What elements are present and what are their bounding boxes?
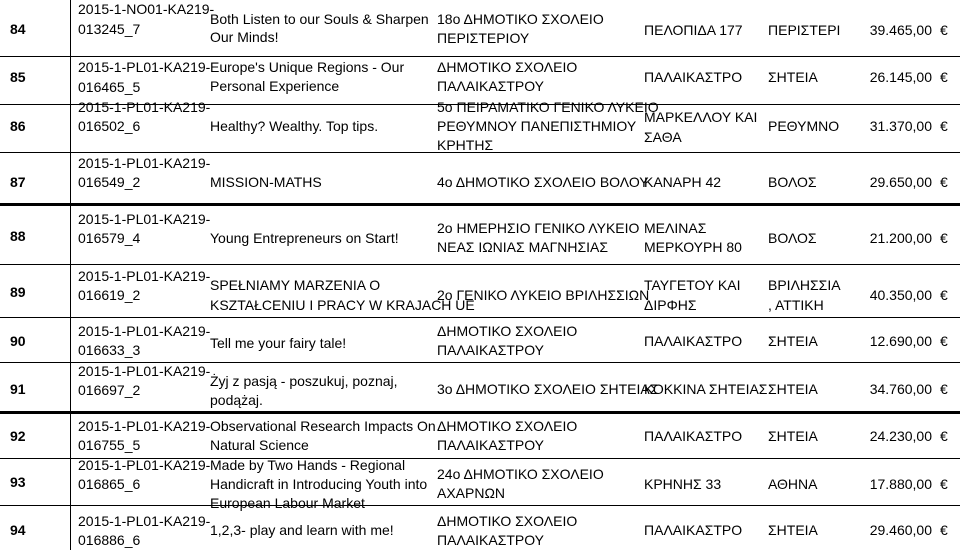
address: ΜΕΡΚΟΥΡΗ 80 xyxy=(644,239,742,255)
project-title: Personal Experience xyxy=(210,78,340,94)
project-code: 016755_5 xyxy=(78,437,141,453)
school-name: ΠΑΛΑΙΚΑΣΤΡΟΥ xyxy=(437,78,545,94)
project-code: 2015-1-PL01-KA219- xyxy=(78,155,211,171)
address: ΣΑΘΑ xyxy=(644,129,682,145)
amount: 21.200,00 xyxy=(869,230,932,246)
address: ΤΑΥΓΕΤΟΥ ΚΑΙ xyxy=(644,277,741,293)
project-code: 2015-1-PL01-KA219- xyxy=(78,363,211,379)
row-number: 87 xyxy=(10,174,26,190)
city: ΣΗΤΕΙΑ xyxy=(768,428,818,444)
city: ΣΗΤΕΙΑ xyxy=(768,522,818,538)
project-code: 016865_6 xyxy=(78,476,141,492)
city: ΣΗΤΕΙΑ xyxy=(768,381,818,397)
school-name: 3ο ΔΗΜΟΤΙΚΟ ΣΧΟΛΕΙΟ ΣΗΤΕΙΑΣ xyxy=(437,381,659,397)
currency-symbol: € xyxy=(940,381,948,397)
project-code: 2015-1-PL01-KA219- xyxy=(78,268,211,284)
amount: 39.465,00 xyxy=(869,22,932,38)
project-title: Tell me your fairy tale! xyxy=(210,335,347,351)
project-code: 2015-1-PL01-KA219- xyxy=(78,211,211,227)
city: ΣΗΤΕΙΑ xyxy=(768,69,818,85)
column-divider xyxy=(70,0,71,550)
project-title: KSZTAŁCENIU I PRACY W KRAJACH UE xyxy=(210,297,475,313)
row-border xyxy=(0,411,960,414)
address: ΠΑΛΑΙΚΑΣΤΡΟ xyxy=(644,522,743,538)
row-border xyxy=(0,505,960,506)
project-title: Made by Two Hands - Regional xyxy=(210,457,406,473)
project-code: 016619_2 xyxy=(78,287,141,303)
row-number: 91 xyxy=(10,381,26,397)
amount: 12.690,00 xyxy=(869,333,932,349)
address: ΚΟΚΚΙΝΑ ΣΗΤΕΙΑΣ xyxy=(644,381,768,397)
project-title: Observational Research Impacts On xyxy=(210,418,436,434)
amount: 40.350,00 xyxy=(869,287,932,303)
row-number: 84 xyxy=(10,21,26,37)
amount: 34.760,00 xyxy=(869,381,932,397)
row-border xyxy=(0,56,960,57)
amount: 29.460,00 xyxy=(869,522,932,538)
project-title: European Labour Market xyxy=(210,495,365,511)
school-name: 18ο ΔΗΜΟΤΙΚΟ ΣΧΟΛΕΙΟ xyxy=(437,11,604,27)
amount: 24.230,00 xyxy=(869,428,932,444)
school-name: ΔΗΜΟΤΙΚΟ ΣΧΟΛΕΙΟ xyxy=(437,323,578,339)
amount: 29.650,00 xyxy=(869,174,932,190)
project-code: 2015-1-PL01-KA219- xyxy=(78,99,211,115)
city: ΠΕΡΙΣΤΕΡΙ xyxy=(768,22,841,38)
school-name: ΚΡΗΤΗΣ xyxy=(437,137,494,153)
row-number: 93 xyxy=(10,474,26,490)
project-code: 016886_6 xyxy=(78,532,141,548)
currency-symbol: € xyxy=(940,333,948,349)
city: , ΑΤΤΙΚΗ xyxy=(768,297,824,313)
row-border xyxy=(0,203,960,206)
school-name: 2ο ΗΜΕΡΗΣΙΟ ΓΕΝΙΚΟ ΛΥΚΕΙΟ xyxy=(437,220,640,236)
school-name: ΑΧΑΡΝΩΝ xyxy=(437,485,506,501)
address: ΠΑΛΑΙΚΑΣΤΡΟ xyxy=(644,69,743,85)
currency-symbol: € xyxy=(940,428,948,444)
project-title: SPEŁNIAMY MARZENIA O xyxy=(210,277,381,293)
project-code: 013245_7 xyxy=(78,21,141,37)
project-code: 016465_5 xyxy=(78,79,141,95)
row-border xyxy=(0,317,960,318)
project-code: 016549_2 xyxy=(78,174,141,190)
row-number: 89 xyxy=(10,284,26,300)
address: ΚΑΝΑΡΗ 42 xyxy=(644,174,722,190)
amount: 31.370,00 xyxy=(869,118,932,134)
project-title: Young Entrepreneurs on Start! xyxy=(210,230,399,246)
project-title: Healthy? Wealthy. Top tips. xyxy=(210,118,379,134)
city: ΡΕΘΥΜΝΟ xyxy=(768,118,840,134)
row-number: 94 xyxy=(10,522,26,538)
amount: 26.145,00 xyxy=(869,69,932,85)
project-title: Natural Science xyxy=(210,437,309,453)
address: ΠΕΛΟΠΙΔΑ 177 xyxy=(644,22,743,38)
school-name: ΠΑΛΑΙΚΑΣΤΡΟΥ xyxy=(437,437,545,453)
row-border xyxy=(0,264,960,265)
currency-symbol: € xyxy=(940,22,948,38)
project-code: 016633_3 xyxy=(78,342,141,358)
row-number: 85 xyxy=(10,69,26,85)
city: ΒΡΙΛΗΣΣΙΑ xyxy=(768,277,841,293)
city: ΑΘΗΝΑ xyxy=(768,476,818,492)
project-title: Europe's Unique Regions - Our xyxy=(210,59,405,75)
school-name: ΠΕΡΙΣΤΕΡΙΟΥ xyxy=(437,30,530,46)
school-name: ΠΑΛΑΙΚΑΣΤΡΟΥ xyxy=(437,532,545,548)
project-code: 2015-1-PL01-KA219- xyxy=(78,418,211,434)
currency-symbol: € xyxy=(940,118,948,134)
school-name: ΔΗΜΟΤΙΚΟ ΣΧΟΛΕΙΟ xyxy=(437,418,578,434)
currency-symbol: € xyxy=(940,522,948,538)
school-name: 5ο ΠΕΙΡΑΜΑΤΙΚΟ ΓΕΝΙΚΟ ΛΥΚΕΙΟ xyxy=(437,99,659,115)
address: ΠΑΛΑΙΚΑΣΤΡΟ xyxy=(644,428,743,444)
project-code: 2015-1-PL01-KA219- xyxy=(78,513,211,529)
row-number: 88 xyxy=(10,228,26,244)
school-name: 2ο ΓΕΝΙΚΟ ΛΥΚΕΙΟ ΒΡΙΛΗΣΣΙΩΝ xyxy=(437,287,650,303)
school-name: ΡΕΘΥΜΝΟΥ ΠΑΝΕΠΙΣΤΗΜΙΟΥ xyxy=(437,118,637,134)
project-title: podążaj. xyxy=(210,392,263,408)
row-number: 92 xyxy=(10,428,26,444)
currency-symbol: € xyxy=(940,230,948,246)
currency-symbol: € xyxy=(940,287,948,303)
school-name: ΝΕΑΣ ΙΩΝΙΑΣ ΜΑΓΝΗΣΙΑΣ xyxy=(437,239,609,255)
project-title: Handicraft in Introducing Youth into xyxy=(210,476,428,492)
address: ΔΙΡΦΗΣ xyxy=(644,297,697,313)
project-code: 016697_2 xyxy=(78,382,141,398)
project-title: Both Listen to our Souls & Sharpen xyxy=(210,11,429,27)
city: ΒΟΛΟΣ xyxy=(768,174,817,190)
project-code: 2015-1-PL01-KA219- xyxy=(78,59,211,75)
school-name: ΠΑΛΑΙΚΑΣΤΡΟΥ xyxy=(437,342,545,358)
project-title: Our Minds! xyxy=(210,29,279,45)
currency-symbol: € xyxy=(940,174,948,190)
currency-symbol: € xyxy=(940,476,948,492)
project-code: 016502_6 xyxy=(78,118,141,134)
currency-symbol: € xyxy=(940,69,948,85)
address: ΚΡΗΝΗΣ 33 xyxy=(644,476,722,492)
school-name: ΔΗΜΟΤΙΚΟ ΣΧΟΛΕΙΟ xyxy=(437,513,578,529)
school-name: 4ο ΔΗΜΟΤΙΚΟ ΣΧΟΛΕΙΟ ΒΟΛΟΥ xyxy=(437,174,649,190)
row-number: 86 xyxy=(10,118,26,134)
project-title: 1,2,3- play and learn with me! xyxy=(210,522,394,538)
school-name: ΔΗΜΟΤΙΚΟ ΣΧΟΛΕΙΟ xyxy=(437,59,578,75)
address: ΠΑΛΑΙΚΑΣΤΡΟ xyxy=(644,333,743,349)
row-number: 90 xyxy=(10,333,26,349)
project-title: Żyj z pasją - poszukuj, poznaj, xyxy=(210,373,398,389)
amount: 17.880,00 xyxy=(869,476,932,492)
project-code: 2015-1-PL01-KA219- xyxy=(78,323,211,339)
school-name: 24ο ΔΗΜΟΤΙΚΟ ΣΧΟΛΕΙΟ xyxy=(437,466,604,482)
address: ΜΑΡΚΕΛΛΟΥ ΚΑΙ xyxy=(644,109,758,125)
city: ΒΟΛΟΣ xyxy=(768,230,817,246)
project-code: 016579_4 xyxy=(78,230,141,246)
project-title: MISSION-MATHS xyxy=(210,174,322,190)
project-code: 2015-1-NO01-KA219- xyxy=(78,1,215,17)
city: ΣΗΤΕΙΑ xyxy=(768,333,818,349)
project-code: 2015-1-PL01-KA219- xyxy=(78,457,211,473)
address: ΜΕΛΙΝΑΣ xyxy=(644,220,707,236)
